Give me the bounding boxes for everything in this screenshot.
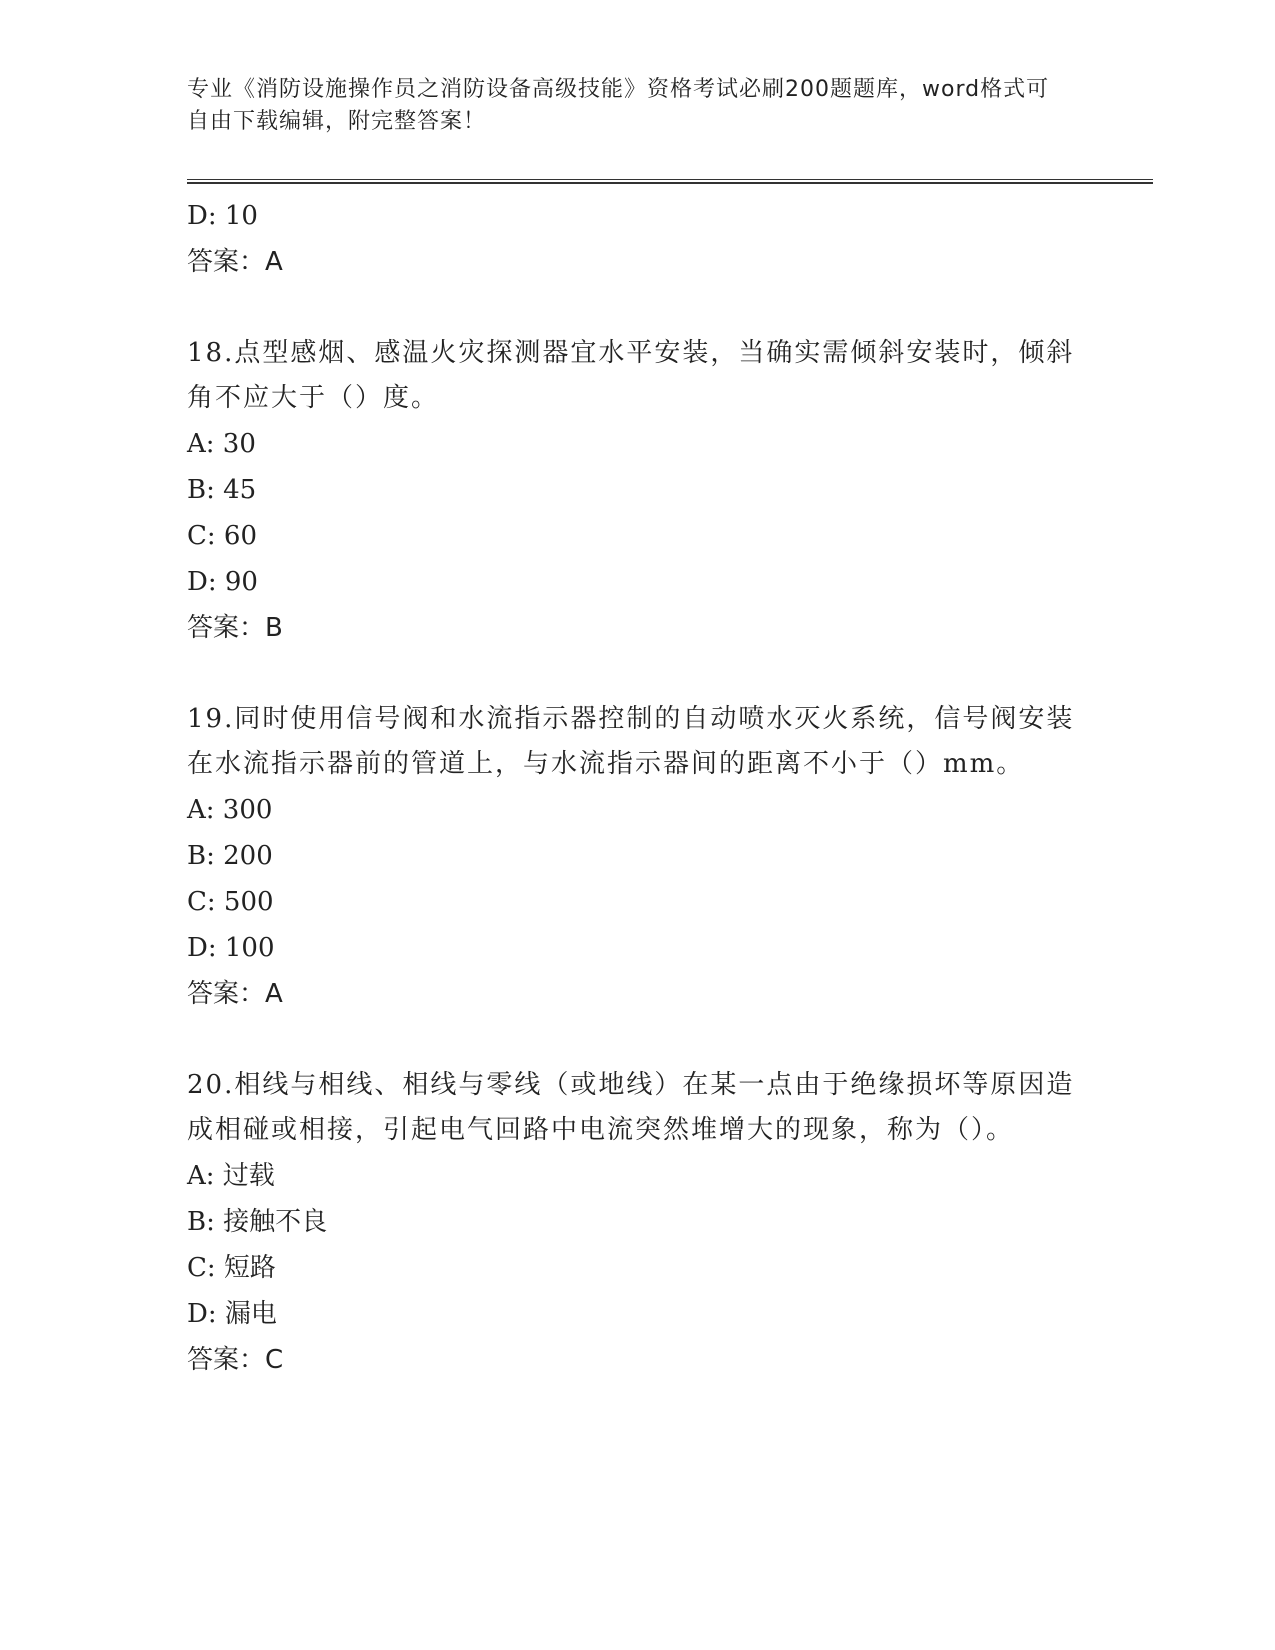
answer-label: 答案：B — [187, 613, 283, 643]
question-18 — [187, 331, 1087, 651]
answer-label: 答案：C — [187, 1345, 284, 1375]
option-d: D: 漏电 — [187, 1299, 277, 1329]
option-c: C: 短路 — [187, 1253, 276, 1283]
question-text: 20.相线与相线、相线与零线（或地线）在某一点由于绝缘损坏等原因造成相碰或相接，引起电气回路中电流突然堆增大的现象，称为（）。 — [187, 1070, 1075, 1145]
question-19 — [187, 697, 1087, 1017]
option-d: D: 90 — [187, 567, 258, 597]
option-b: B: 接触不良 — [187, 1207, 328, 1237]
previous-question-tail — [187, 193, 1087, 285]
option-b: B: 45 — [187, 475, 257, 505]
option-a: A: 300 — [187, 795, 273, 825]
question-text: 18.点型感烟、感温火灾探测器宜水平安装，当确实需倾斜安装时，倾斜角不应大于（）度。 — [187, 338, 1075, 413]
question-20 — [187, 1063, 1087, 1383]
answer-label: 答案：A — [187, 979, 283, 1009]
option-c: C: 60 — [187, 521, 258, 551]
option-a: A: 30 — [187, 429, 256, 459]
header-divider — [187, 179, 1153, 184]
question-list — [187, 193, 1087, 1383]
option-c: C: 500 — [187, 887, 274, 917]
page-header: 专业《消防设施操作员之消防设备高级技能》资格考试必刷200题题库，word格式可自由下载编辑，附完整答案！ — [187, 77, 1050, 134]
option-a: A: 过载 — [187, 1161, 275, 1191]
answer-label: 答案：A — [187, 247, 283, 277]
option-d: D: 100 — [187, 933, 275, 963]
option-d: D: 10 — [187, 201, 258, 231]
option-b: B: 200 — [187, 841, 273, 871]
question-text: 19.同时使用信号阀和水流指示器控制的自动喷水灭火系统，信号阀安装在水流指示器前的管道上，与水流指示器间的距离不小于（）mm。 — [187, 704, 1075, 779]
